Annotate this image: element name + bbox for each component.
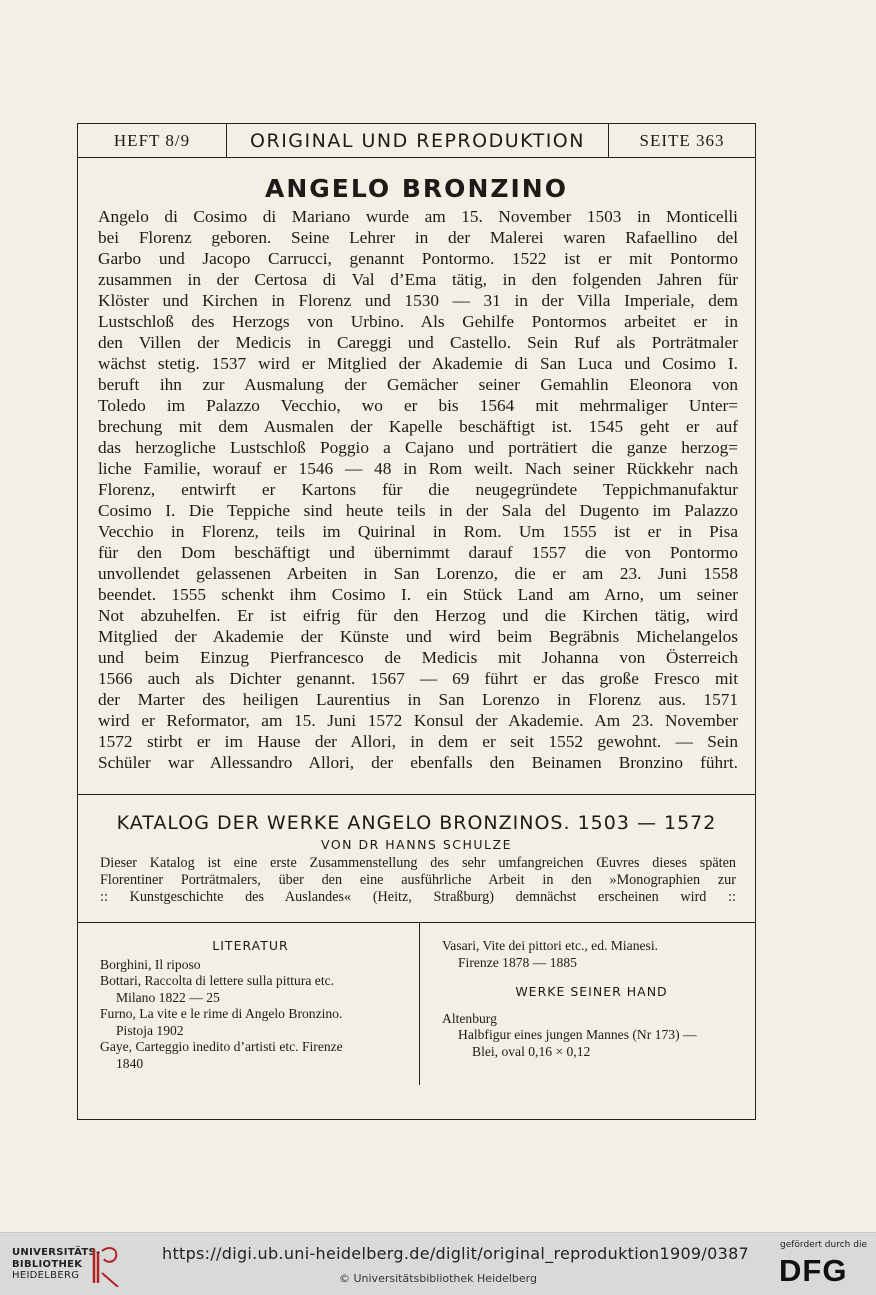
- reference-continuation: Pistoja 1902: [116, 1022, 184, 1038]
- page-number: SEITE 363: [639, 130, 725, 150]
- catalog-author: VON DR HANNS SCHULZE: [321, 837, 512, 852]
- text-line: Toledo im Palazzo Vecchio, wo er bis 1564 mit mehrmaliger Unter=: [98, 396, 738, 415]
- text-line: bei Florenz geboren. Seine Lehrer in der Malerei waren Rafaellino del: [98, 228, 738, 247]
- text-line: Cosimo I. Die Teppiche sind heute teils in der Sala del Dugento im Palazzo: [98, 501, 738, 520]
- logo-line: BIBLIOTHEK: [12, 1258, 83, 1270]
- text-line: Klöster und Kirchen in Florenz und 1530 — 31 in der Villa Imperiale, dem: [98, 291, 738, 310]
- text-line: wird er Reformator, am 15. Juni 1572 Konsul der Akademie. Am 23. November: [98, 711, 738, 730]
- journal-title: ORIGINAL UND REPRODUKTION: [227, 124, 609, 157]
- section-divider: [78, 794, 755, 795]
- reference-text: Vasari, Vite dei pittori etc., ed. Mianesi.: [442, 938, 658, 953]
- logo-line: UNIVERSITÄTS-: [12, 1247, 101, 1258]
- reference-entry: [100, 1039, 401, 1072]
- literature-column: [78, 922, 420, 1085]
- reference-text: Borghini, Il riposo: [100, 956, 201, 972]
- literature-heading: LITERATUR: [212, 938, 289, 953]
- text-line: zusammen in der Certosa di Val d’Ema tätig, in den folgenden Jahren für: [98, 270, 738, 289]
- reference-entry: [442, 938, 741, 971]
- running-header: [78, 124, 755, 158]
- reference-entry: [100, 957, 401, 974]
- text-line: Mitglied der Akademie der Künste und wird beim Begräbnis Michelangelos: [98, 627, 738, 646]
- article-title: ANGELO BRONZINO: [265, 174, 568, 203]
- intro-line: Dieser Katalog ist eine erste Zusammenstellung des sehr umfangreichen Œuvres dieses späten: [100, 855, 736, 871]
- reference-continuation: Firenze 1878 — 1885: [458, 954, 577, 970]
- text-line: für den Dom beschäftigt und übernimmt darauf 1557 die von Pontormo: [98, 543, 738, 562]
- reference-text: Furno, La vite e le rime di Angelo Bronzino.: [100, 1006, 343, 1021]
- copyright-notice: © Universitätsbibliothek Heidelberg: [338, 1272, 537, 1285]
- works-column: [420, 922, 757, 1085]
- work-location: Altenburg: [442, 1010, 497, 1026]
- text-line: 1572 stirbt er im Hause der Allori, in dem er seit 1552 gewohnt. — Sein: [98, 732, 738, 751]
- work-entry: [442, 1027, 741, 1060]
- text-line: Not abzuhelfen. Er ist eifrig für den Herzog und die Kirchen tätig, wird: [98, 606, 738, 625]
- reference-continuation: 1840: [116, 1055, 144, 1071]
- text-line: liche Familie, worauf er 1546 — 48 in Rom weilt. Nach seiner Rückkehr nach: [98, 459, 738, 478]
- viewer-footer: [0, 1232, 876, 1295]
- issue-number: HEFT 8/9: [78, 124, 227, 157]
- reference-text: Gaye, Carteggio inedito d’artisti etc. Firenze: [100, 1039, 343, 1054]
- work-dimensions: Blei, oval 0,16 × 0,12: [472, 1043, 591, 1059]
- text-line: den Villen der Medicis in Careggi und Castello. Sein Ruf als Porträtmaler: [98, 333, 738, 352]
- reference-entry: [100, 973, 401, 1006]
- text-line: Garbo und Jacopo Carrucci, genannt Pontormo. 1522 ist er mit Pontormo: [98, 249, 738, 268]
- text-line: Schüler war Allessandro Allori, der ebenfalls den Beinamen Bronzino führt.: [98, 753, 738, 772]
- text-line: wächst stetig. 1537 wird er Mitglied der Akademie di San Luca und Cosimo I.: [98, 354, 738, 373]
- reference-entry: [100, 1006, 401, 1039]
- reference-continuation: Milano 1822 — 25: [116, 989, 220, 1005]
- work-description: Halbfigur eines jungen Mannes (Nr 173) —: [458, 1027, 697, 1042]
- intro-line: Florentiner Porträtmalers, über den eine ausführliche Arbeit in den »Monographien zur: [100, 872, 736, 888]
- intro-line: :: Kunstgeschichte des Auslandes« (Heitz, Straßburg) demnächst erscheinen wird ::: [100, 889, 736, 905]
- logo-line: HEIDELBERG: [12, 1270, 80, 1281]
- works-heading: WERKE SEINER HAND: [515, 984, 668, 999]
- permalink-url[interactable]: https://digi.ub.uni-heidelberg.de/diglit/original_reproduktion1909/0387: [162, 1244, 750, 1263]
- dfg-logo[interactable]: DFG: [779, 1253, 848, 1288]
- text-line: brechung mit dem Ausmalen der Kapelle beschäftigt ist. 1545 geht er auf: [98, 417, 738, 436]
- text-line: Vecchio in Florenz, teils im Quirinal in Rom. Um 1555 ist er in Pisa: [98, 522, 738, 541]
- text-line: Angelo di Cosimo di Mariano wurde am 15. November 1503 in Monticelli: [98, 207, 738, 226]
- text-line: 1566 auch als Dichter genannt. 1567 — 69 führt er das große Fresco mit: [98, 669, 738, 688]
- text-line: und beim Einzug Pierfrancesco de Medicis mit Johanna von Österreich: [98, 648, 738, 667]
- biography-text: [98, 206, 738, 773]
- text-line: der Marter des heiligen Laurentius in San Lorenzo in Florenz aus. 1571: [98, 690, 738, 709]
- catalog-intro: [100, 855, 736, 906]
- funder-caption: gefördert durch die: [780, 1240, 867, 1250]
- text-line: beendet. 1555 schenkt ihm Cosimo I. ein Stück Land am Arno, um seiner: [98, 585, 738, 604]
- text-line: unvollendet gelassenen Arbeiten in San Lorenzo, die er am 23. Juni 1558: [98, 564, 738, 583]
- page-frame: [77, 123, 756, 1120]
- text-line: das herzogliche Lustschloß Poggio a Cajano und porträtiert die ganze herzog=: [98, 438, 738, 457]
- reference-text: Bottari, Raccolta di lettere sulla pittura etc.: [100, 973, 335, 988]
- catalog-title: KATALOG DER WERKE ANGELO BRONZINOS. 1503 — 1572: [116, 812, 717, 834]
- text-line: beruft ihn zur Ausmalung der Gemächer seiner Gemahlin Eleonora von: [98, 375, 738, 394]
- text-line: Lustschloß des Herzogs von Urbino. Als Gehilfe Pontormos arbeitet er in: [98, 312, 738, 331]
- text-line: Florenz, entwirft er Kartons für die neugegründete Teppichmanufaktur: [98, 480, 738, 499]
